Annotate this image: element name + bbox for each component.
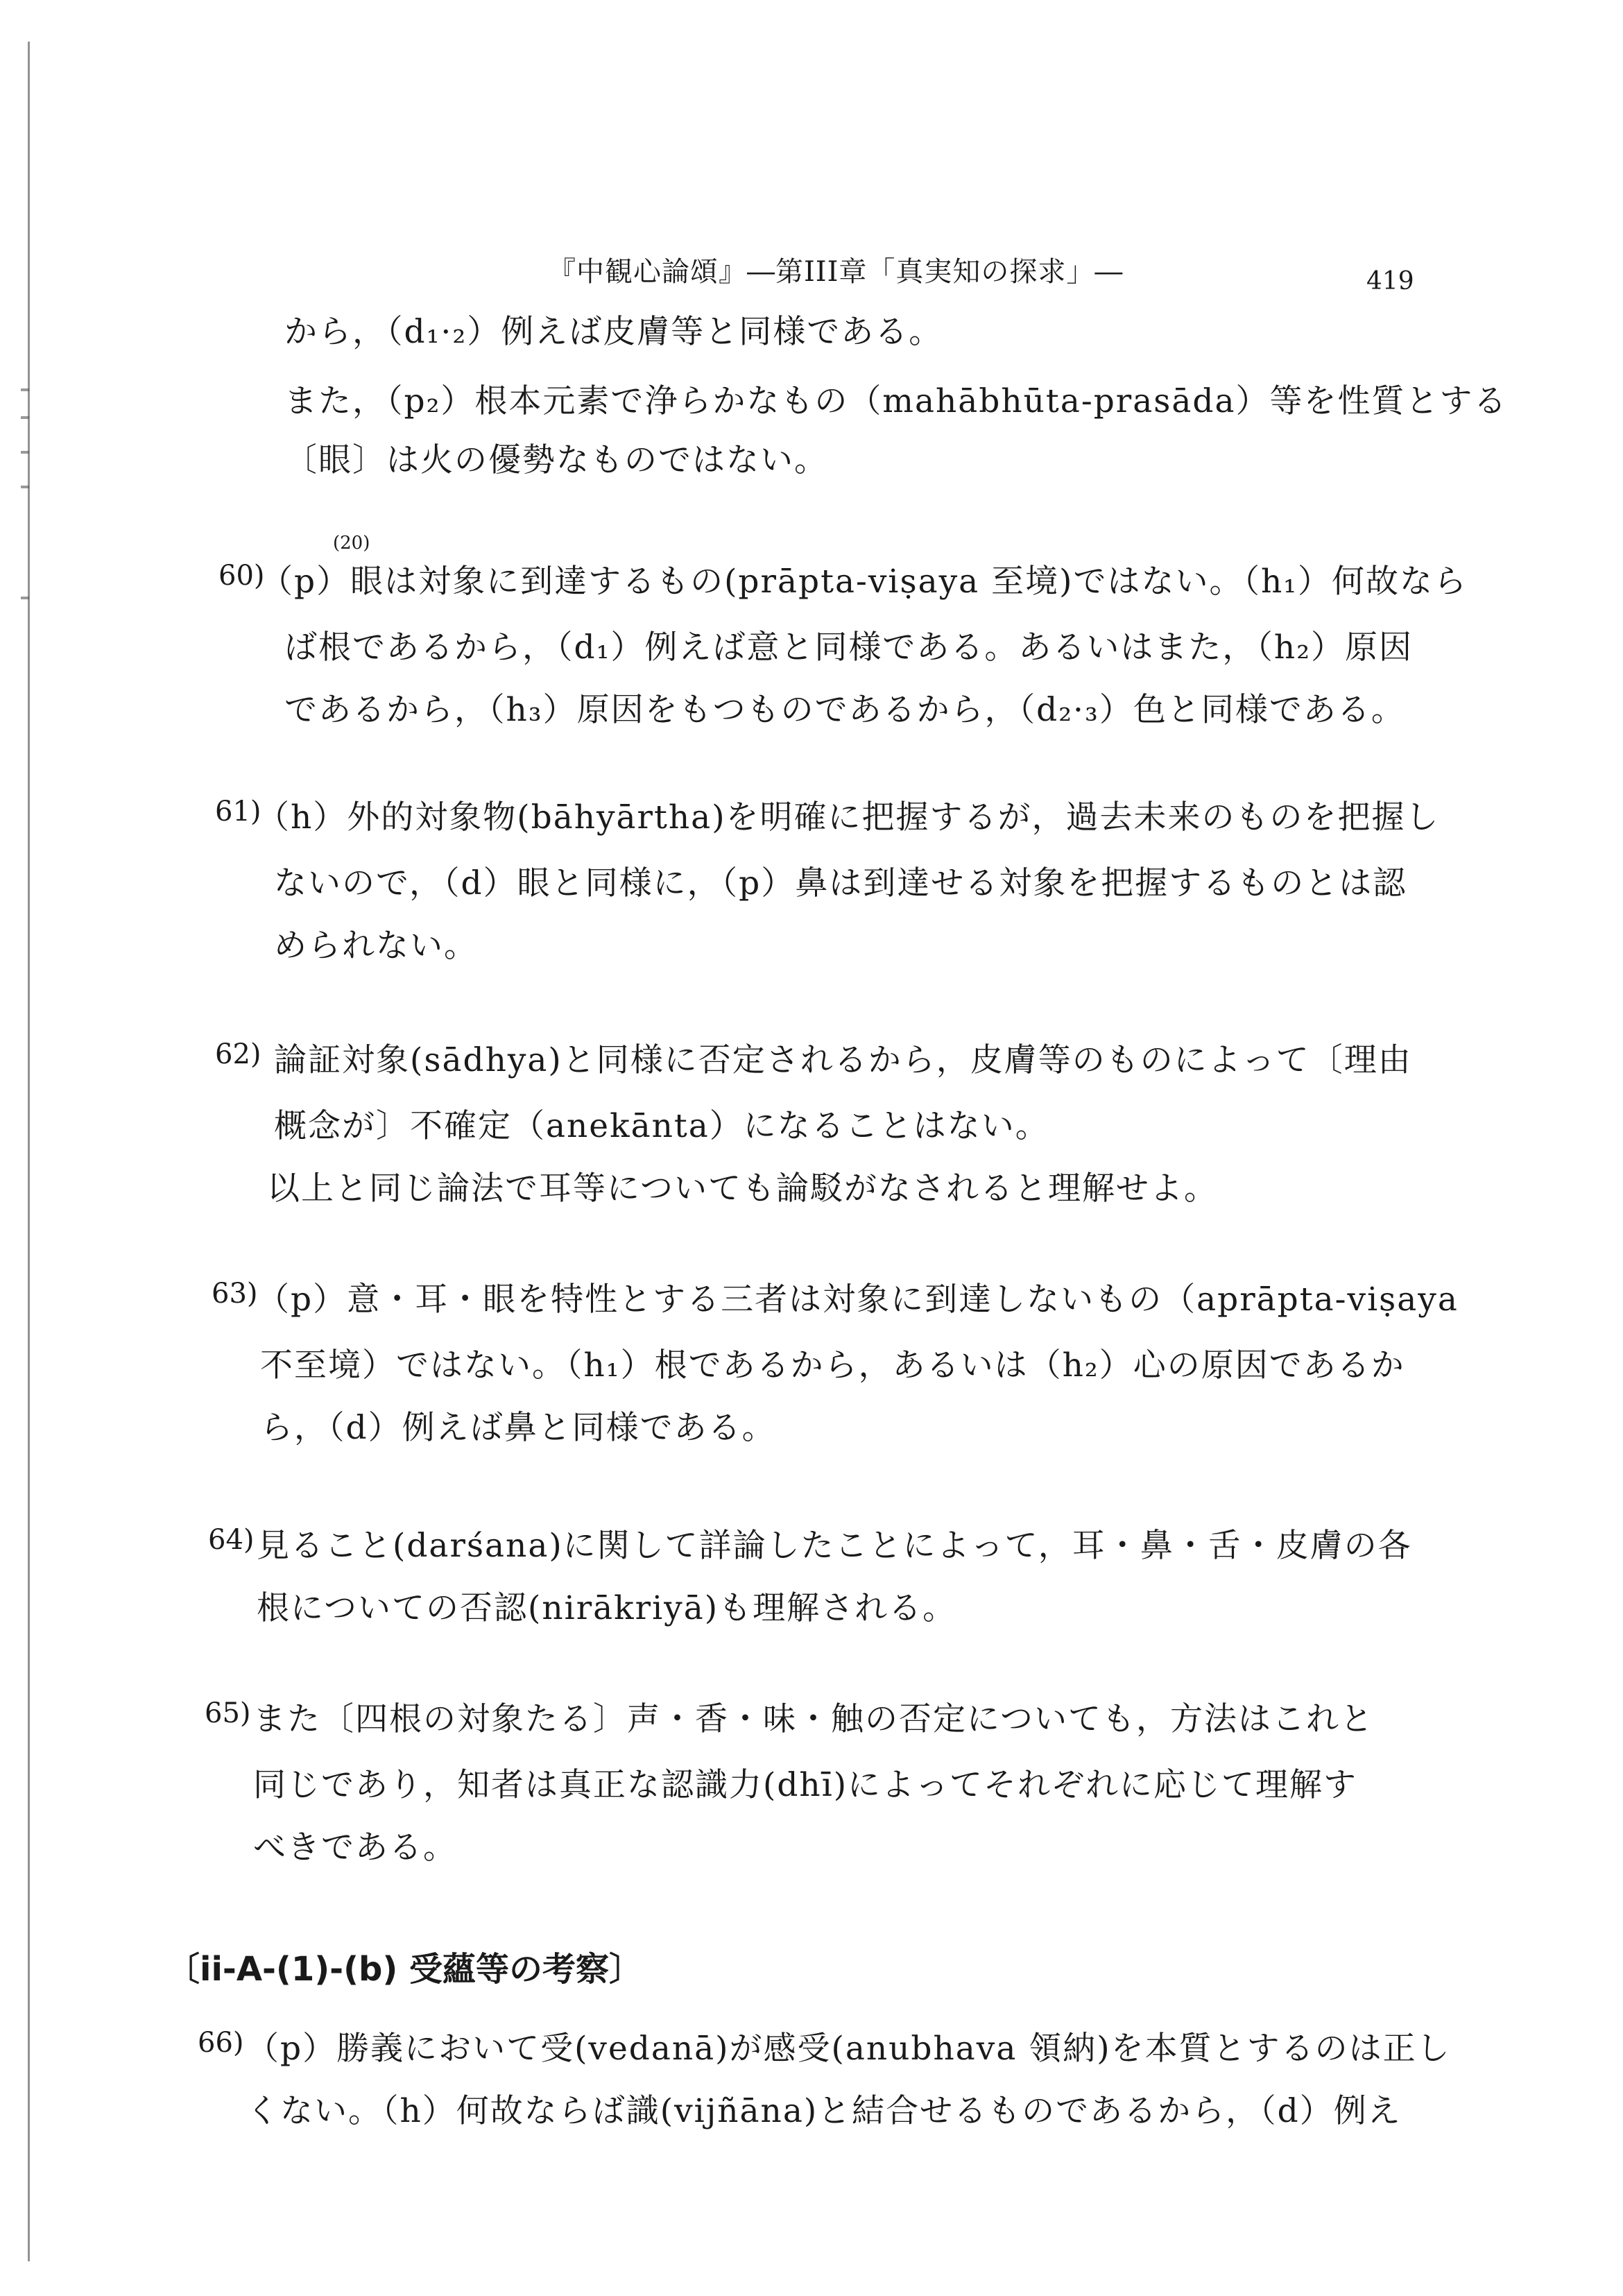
- intro-line-1: から，（d₁·₂）例えば皮膚等と同様である。: [284, 313, 943, 351]
- intro-line-2: また，（p₂）根本元素で浄らかなもの（mahābhūta-prasāda）等を性質とする: [284, 382, 1508, 420]
- verse64-line-2: 根についての否認(nirākriyā)も理解される。: [257, 1589, 957, 1627]
- binding-edge: [28, 42, 30, 2261]
- verse61-line-1: （h）外的対象物(bāhyārtha)を明確に把握するが，過去未来のものを把握し: [257, 798, 1440, 837]
- verse-number-66: 66): [198, 2027, 244, 2059]
- verse64-line-1: 見ること(darśana)に関して詳論したことによって，耳・鼻・舌・皮膚の各: [257, 1527, 1412, 1565]
- verse63-line-2: 不至境）ではない。（h₁）根であるから，あるいは（h₂）心の原因であるか: [260, 1346, 1405, 1385]
- verse63-line-1: （p）意・耳・眼を特性とする三者は対象に到達しないもの（aprāpta-viṣaya: [257, 1280, 1459, 1319]
- verse61-line-3: められない。: [274, 927, 478, 965]
- verse60-line-2: ば根であるから，（d₁）例えば意と同様である。あるいはまた，（h₂）原因: [284, 628, 1414, 667]
- verse-number-62: 62): [215, 1038, 261, 1070]
- verse66-line-1: （p）勝義において受(vedanā)が感受(anubhava 領納)を本質とするのは正し: [246, 2030, 1451, 2068]
- footnote-marker: (20): [333, 533, 370, 554]
- verse-number-63: 63): [212, 1278, 258, 1310]
- verse-number-64: 64): [208, 1524, 255, 1556]
- intro-line-3: 〔眼〕は火の優勢なものではない。: [284, 441, 828, 479]
- verse65-line-3: べきである。: [253, 1828, 457, 1867]
- verse61-line-2: ないので，（d）眼と同様に，（p）鼻は到達せる対象を把握するものとは認: [274, 864, 1407, 902]
- verse62-line-3: 以上と同じ論法で耳等についても論駁がなされると理解せよ。: [267, 1170, 1219, 1208]
- verse65-line-2: 同じであり，知者は真正な認識力(dhī)によってそれぞれに応じて理解す: [253, 1766, 1358, 1804]
- binding-marks: [21, 388, 33, 638]
- section-heading: 〔ii-A-(1)-(b) 受蘊等の考察〕: [166, 1950, 643, 1989]
- verse-number-61: 61): [215, 796, 261, 828]
- page-number: 419: [1366, 267, 1414, 295]
- verse60-line-3: であるから，（h₃）原因をもつものであるから，（d₂·₃）色と同様である。: [284, 691, 1405, 729]
- verse62-line-1: 論証対象(sādhya)と同様に否定されるから，皮膚等のものによって〔理由: [274, 1041, 1412, 1079]
- verse66-line-2: くない。（h）何故ならば識(vijñāna)と結合せるものであるから，（d）例え: [246, 2092, 1402, 2130]
- verse63-line-3: ら，（d）例えば鼻と同様である。: [260, 1409, 776, 1447]
- verse60-line-1: （p）眼は対象に到達するもの(prāpta-viṣaya 至境)ではない。（h₁）何故なら: [260, 563, 1468, 601]
- running-head: 『中観心論頌』―第III章「真実知の探求」―: [548, 256, 1124, 288]
- verse-number-60: 60): [218, 560, 265, 592]
- verse-number-65: 65): [205, 1697, 251, 1729]
- verse62-line-2: 概念が〕不確定（anekānta）になることはない。: [274, 1107, 1049, 1145]
- verse65-line-1: また〔四根の対象たる〕声・香・味・触の否定についても，方法はこれと: [253, 1700, 1375, 1738]
